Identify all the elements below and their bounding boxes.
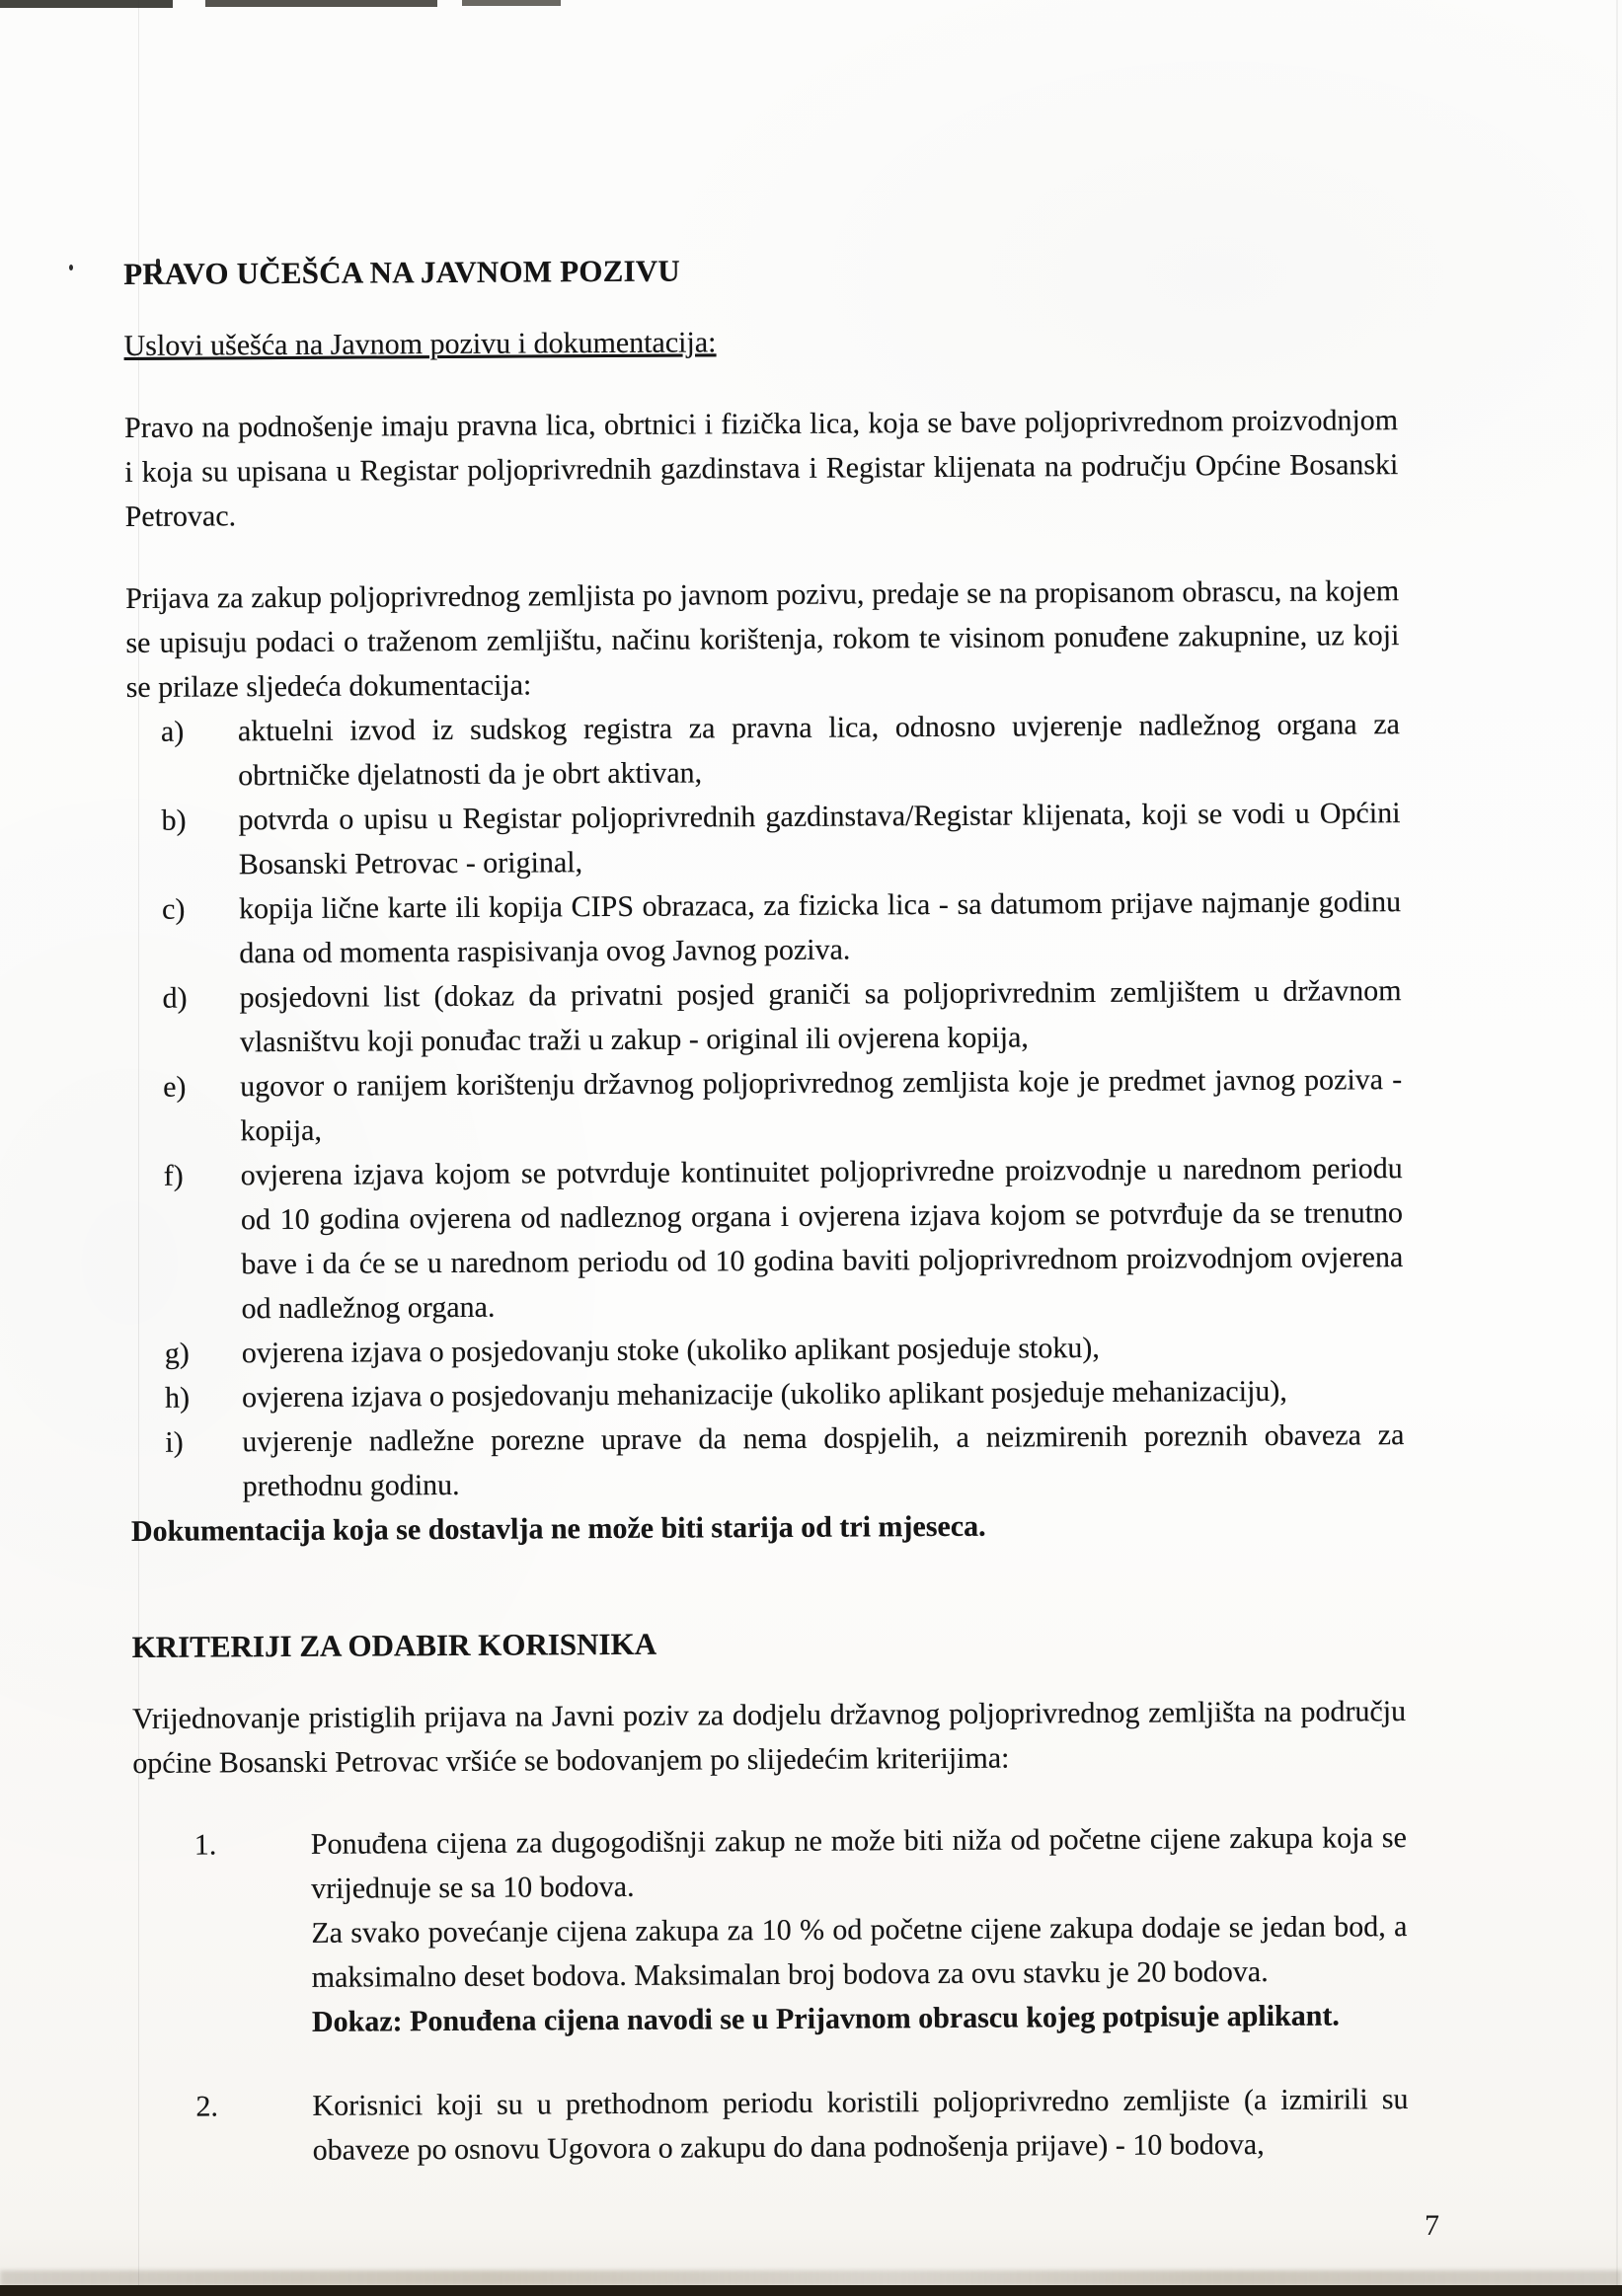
section2-title: KRITERIJI ZA ODABIR KORISNIKA	[131, 1626, 657, 1664]
criterion-paragraph: Ponuđena cijena za dugogodišnji zakup ne može biti niža od početne cijene zakupa koja se vrijednuje se sa 10 bodova.	[310, 1821, 1407, 1905]
list-item-d	[127, 968, 1402, 1065]
list-item-label: h)	[164, 1381, 191, 1415]
list-item-i	[130, 1413, 1405, 1509]
scan-artifact-bottom-band	[0, 2285, 1622, 2296]
list-item-label: f)	[163, 1159, 184, 1192]
section2-intro-paragraph: Vrijednovanje pristiglih prijava na Javni poziv za dodjelu državnog poljoprivrednog zemljišta na području općine Bosanski Petrovac vršiće se bodovanjem po slijedećim kriterijima:	[131, 1695, 1407, 1780]
list-item-label: a)	[160, 715, 185, 748]
list-item-text: uvjerenje nadležne porezne uprave da nema dospjelih, a neizmirenih poreznih obaveza za prethodnu godinu.	[242, 1418, 1405, 1503]
list-item-e	[128, 1057, 1403, 1154]
scan-artifact-top-band	[462, 0, 561, 6]
page-number: 7	[1425, 2209, 1439, 2242]
list-item-text: ovjerena izjava o posjedovanju mehanizacije (ukoliko aplikant posjeduje mehanizaciju),	[241, 1374, 1287, 1415]
list-item-label: i)	[165, 1425, 184, 1459]
criterion-paragraph: Korisnici koji su u prethodnom periodu koristili poljoprivredno zemljiste (a izmirili su obaveze po osnovu Ugovora o zakupu do dana podnošenja prijave) - 10 bodova,	[312, 2083, 1409, 2167]
documentation-note: Dokumentacija koja se dostavlja ne može biti starija od tri mjeseca.	[130, 1509, 986, 1548]
scan-artifact-edge-shadow	[1616, 0, 1618, 2296]
scan-artifact-top-band	[0, 0, 173, 8]
criterion-label: 1.	[193, 1828, 217, 1862]
list-item-text: posjedovni list (dokaz da privatni posjed graniči sa poljoprivrednim zemljištem u državnom vlasništvu koji ponuđac traži u zakup - original ili ovjerena kopija,	[239, 974, 1402, 1059]
list-item-label: g)	[164, 1337, 190, 1370]
list-item-c	[127, 880, 1402, 976]
scan-artifact-speck	[69, 265, 73, 270]
scan-artifact-bottom-smudge	[0, 2270, 1622, 2286]
list-item-text: kopija lične karte ili kopija CIPS obrazaca, za fizicka lica - sa datumom prijave najmanje godinu dana od momenta raspisivanja ovog Javnog poziva.	[238, 885, 1402, 970]
criterion-paragraph: Za svako povećanje cijena zakupa za 10 % od početne cijene zakupa dodaje se jedan bod, a maksimalno deset bodova. Maksimalan broj bodova za ovu stavku je 20 bodova.	[311, 1910, 1408, 1994]
document-body	[123, 244, 1409, 2174]
section1-title: PRAVO UČEŠĆA NA JAVNOM POZIVU	[123, 253, 681, 291]
section1-subtitle: Uslovi ušešća na Javnom pozivu i dokumentacija:	[123, 326, 717, 362]
list-item-text: aktuelni izvod iz sudskog registra za pravna lica, odnosno uvjerenje nadležnog organa za obrtničke djelatnosti da je obrt aktivan,	[237, 708, 1401, 793]
section1-lead-paragraph: Prijava za zakup poljoprivrednog zemljista po javnom pozivu, predaje se na propisanom obrascu, na kojem se upisuju podaci o traženom zemljištu, načinu korištenja, rokom te visinom ponuđene zakupnine, uz koji se prilaze sljedeća dokumentacija:	[125, 574, 1400, 704]
list-item-text: potvrda o upisu u Registar poljoprivrednih gazdinstava/Registar klijenata, koji se vodi u Općini Bosanski Petrovac - original,	[238, 797, 1401, 881]
list-item-b	[126, 791, 1401, 887]
list-item-label: d)	[162, 981, 188, 1015]
list-item-a	[126, 702, 1401, 799]
criterion-label: 2.	[195, 2090, 219, 2123]
list-item-text: ovjerena izjava kojom se potvrduje kontinuitet poljoprivredne proizvodnje u narednom periodu od 10 godina ovjerena od nadleznog organa i ovjerena izjava kojom se potvrđuje da se trenutno bave i da će se u narednom periodu od 10 godina baviti poljoprivrednom proizvodnjom ovjerena od nadležnog organa.	[240, 1152, 1404, 1326]
list-item-text: ugovor o ranijem korištenju državnog poljoprivrednog zemljista koje je predmet javnog poziva - kopija,	[240, 1063, 1403, 1148]
list-item-text: ovjerena izjava o posjedovanju stoke (ukoliko aplikant posjeduje stoku),	[241, 1331, 1100, 1370]
criterion-2	[134, 2077, 1409, 2174]
criterion-proof: Dokaz: Ponuđena cijena navodi se u Prijavnom obrascu kojeg potpisuje aplikant.	[311, 1999, 1340, 2038]
section1-intro-paragraph: Pravo na podnošenje imaju pravna lica, obrtnici i fizička lica, koja se bave poljoprivrednom proizvodnjom i koja su upisana u Registar poljoprivrednih gazdinstava i Registar klijenata na području Općine Bosanski Petrovac.	[123, 404, 1399, 533]
list-item-h	[130, 1368, 1404, 1420]
list-item-label: c)	[161, 892, 186, 926]
scan-artifact-top-band	[205, 0, 437, 7]
list-item-f	[129, 1146, 1404, 1332]
criterion-1	[133, 1815, 1408, 2045]
list-item-label: e)	[163, 1070, 187, 1104]
list-item-label: b)	[161, 804, 187, 837]
list-item-g	[130, 1324, 1404, 1376]
